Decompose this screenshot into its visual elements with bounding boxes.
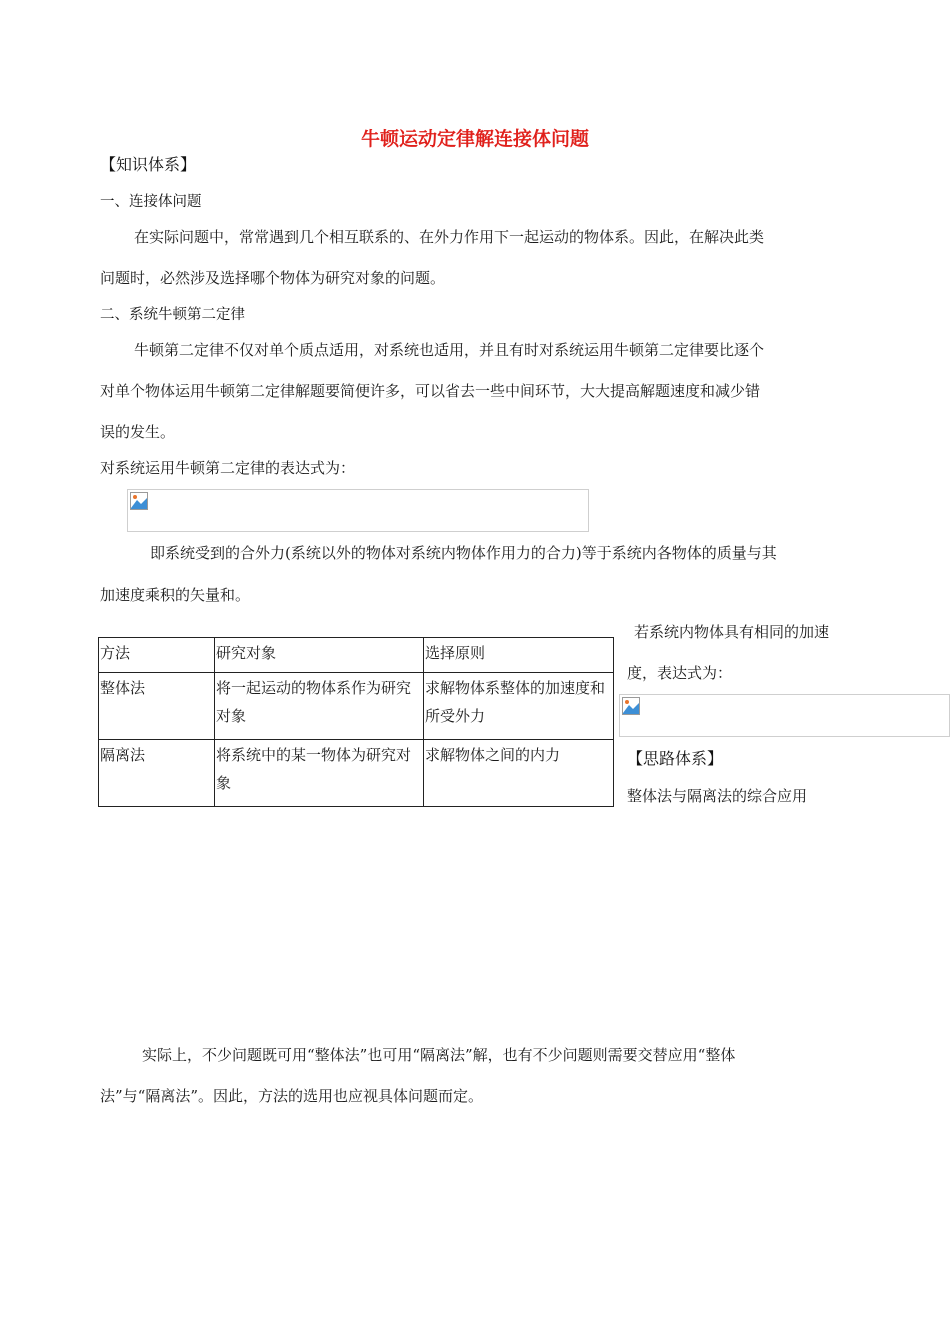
section-2-line-3: 误的发生。 (100, 423, 176, 441)
explanation-line-1: 即系统受到的合外力(系统以外的物体对系统内物体作用力的合力)等于系统内各物体的质量与其 (150, 544, 777, 562)
table-row (99, 740, 614, 807)
table-cell: 整体法 (99, 673, 215, 740)
section-2-heading: 二、系统牛顿第二定律 (100, 307, 245, 323)
knowledge-system-heading: 【知识体系】 (100, 155, 197, 174)
broken-image-icon (130, 492, 148, 510)
table-row (99, 673, 614, 740)
closing-line-1: 实际上，不少问题既可用“整体法”也可用“隔离法”解，也有不少问题则需要交替应用“整体 (142, 1046, 736, 1064)
system-formula-image (127, 489, 589, 532)
explanation-line-2: 加速度乘积的矢量和。 (100, 586, 251, 604)
section-1-heading: 一、连接体问题 (100, 194, 202, 210)
thinking-system-heading: 【思路体系】 (627, 749, 724, 768)
thinking-system-text: 整体法与隔离法的综合应用 (627, 787, 808, 805)
table-header-cell: 方法 (99, 638, 215, 673)
table-cell: 将系统中的某一物体为研究对象 (215, 740, 424, 807)
table-cell: 求解物体之间的内力 (424, 740, 614, 807)
table-cell: 将一起运动的物体系作为研究对象 (215, 673, 424, 740)
side-line-1: 若系统内物体具有相同的加速 (634, 623, 830, 641)
table-header-cell: 研究对象 (215, 638, 424, 673)
table-header-row (99, 638, 614, 673)
table-cell: 隔离法 (99, 740, 215, 807)
closing-line-2: 法”与“隔离法”。因此，方法的选用也应视具体问题而定。 (100, 1087, 484, 1105)
section-1-line-2: 问题时，必然涉及选择哪个物体为研究对象的问题。 (100, 269, 446, 287)
document-title: 牛顿运动定律解连接体问题 (360, 128, 589, 150)
section-1-line-1: 在实际问题中，常常遇到几个相互联系的、在外力作用下一起运动的物体系。因此，在解决此类 (134, 228, 765, 246)
same-acceleration-formula-image (619, 694, 950, 737)
side-line-2: 度，表达式为： (627, 664, 733, 682)
table-header-cell: 选择原则 (424, 638, 614, 673)
methods-table (98, 637, 614, 807)
section-2-line-2: 对单个物体运用牛顿第二定律解题要简便许多，可以省去一些中间环节，大大提高解题速度和减少错 (100, 382, 761, 400)
broken-image-icon (622, 697, 640, 715)
expression-intro: 对系统运用牛顿第二定律的表达式为： (100, 459, 356, 477)
section-2-line-1: 牛顿第二定律不仅对单个质点适用，对系统也适用，并且有时对系统运用牛顿第二定律要比逐个 (134, 341, 765, 359)
table-cell: 求解物体系整体的加速度和所受外力 (424, 673, 614, 740)
